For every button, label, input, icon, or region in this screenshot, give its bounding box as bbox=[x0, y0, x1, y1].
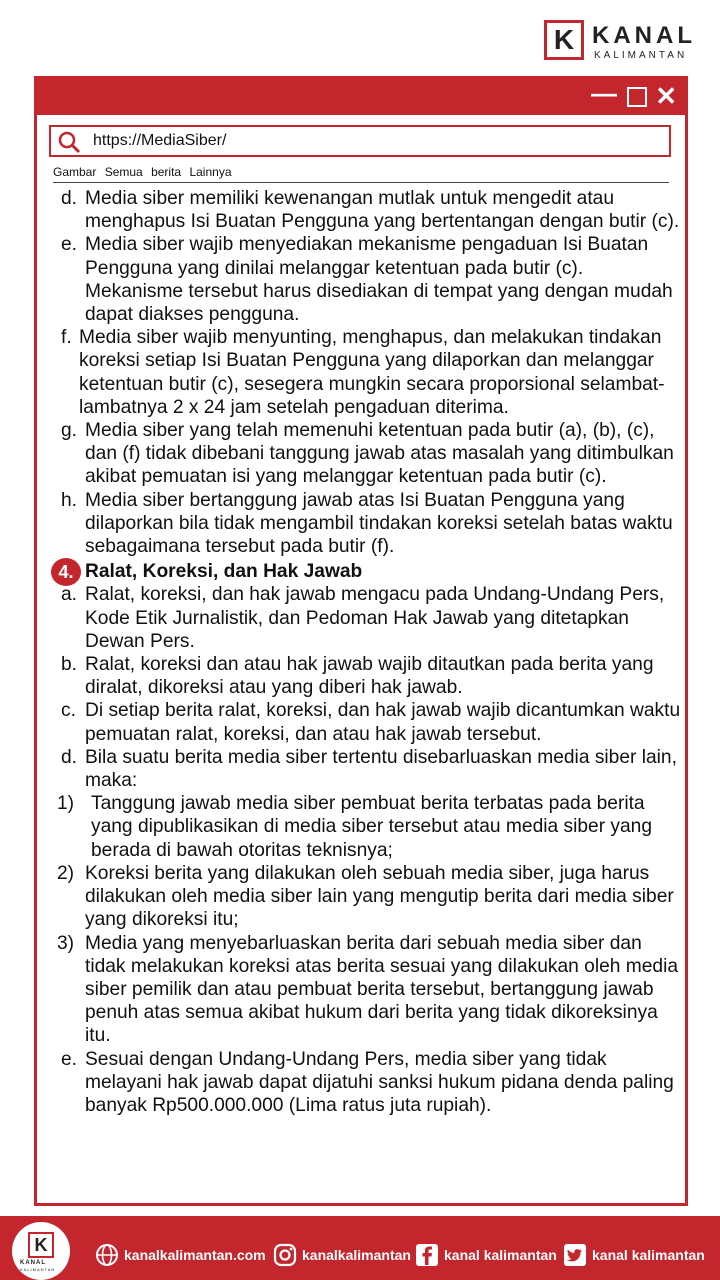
search-tabs bbox=[53, 165, 237, 179]
divider bbox=[53, 182, 669, 183]
close-icon[interactable]: ✕ bbox=[655, 81, 677, 111]
globe-icon bbox=[94, 1242, 120, 1268]
facebook-icon bbox=[414, 1242, 440, 1268]
footer-bar bbox=[0, 1216, 720, 1280]
list-item: c. Di setiap berita ralat, koreksi, dan hak jawab wajib dicantumkan waktu pemuatan ralat, koreksi, dan atau hak jawab tersebut. bbox=[61, 700, 681, 745]
brand-subtitle: KALIMANTAN bbox=[594, 50, 688, 61]
article-content bbox=[57, 187, 681, 1117]
browser-window bbox=[34, 76, 688, 1206]
url-text[interactable]: https://MediaSiber/ bbox=[93, 132, 227, 149]
list-item: b. Ralat, koreksi dan atau hak jawab wajib ditautkan pada berita yang diralat, dikoreksi atau yang diberi hak jawab. bbox=[61, 654, 654, 699]
list-item: e. Sesuai dengan Undang-Undang Pers, media siber yang tidak melayani hak jawab dapat dijatuhi sanksi hukum pidana denda paling banyak Rp500.000.000 (Lima ratus juta rupiah). bbox=[61, 1048, 674, 1116]
facebook-link[interactable]: kanal kalimantan bbox=[414, 1242, 557, 1268]
title-bar bbox=[37, 79, 685, 115]
sub-list-item: 2) Koreksi berita yang dilakukan oleh sebuah media siber, juga harus dilakukan oleh media siber lain yang mengutip berita dari media siber yang dikoreksi itu; bbox=[57, 862, 674, 931]
search-icon bbox=[57, 130, 81, 154]
section-title: Ralat, Koreksi, dan Hak Jawab bbox=[85, 561, 363, 583]
twitter-link[interactable]: kanal kalimantan bbox=[562, 1242, 705, 1268]
website-link[interactable]: kanalkalimantan.com bbox=[94, 1242, 266, 1268]
list-item: d. Bila suatu berita media siber tertentu disebarluaskan media siber lain, maka: bbox=[61, 746, 677, 792]
tab-gambar[interactable]: Gambar bbox=[53, 165, 97, 179]
footer-logo: K KANAL KALIMANTAN bbox=[12, 1222, 70, 1280]
list-item: g. Media siber yang telah memenuhi ketentuan pada butir (a), (b), (c), dan (f) tidak dibebani tanggung jawab atas masalah yang ditimbulkan akibat pemuatan isi yang melanggar ketentuan pada butir (c). bbox=[61, 420, 674, 488]
instagram-link[interactable]: kanalkalimantan bbox=[272, 1242, 411, 1268]
brand-logo bbox=[544, 20, 704, 64]
list-item: f. Media siber wajib menyunting, menghapus, dan melakukan tindakan koreksi setiap Isi Buatan Pengguna yang dilaporkan dan melanggar ketentuan butir (c), sesegera mungkin secara proporsional selambat-lambatnya 2 x 24 jam setelah pengaduan diterima. bbox=[61, 327, 665, 418]
brand-name: KANAL bbox=[592, 22, 696, 49]
list-item: e. Media siber wajib menyediakan mekanisme pengaduan Isi Buatan Pengguna yang dinilai melanggar ketentuan pada butir (c). Mekanisme tersebut harus disediakan di tempat yang dengan mudah dapat diakses pengguna. bbox=[61, 234, 673, 326]
sub-list-item: 1) Tanggung jawab media siber pembuat berita terbatas pada berita yang dipublikasikan di media siber tersebut atau media siber yang berada di bawah otoritas teknisnya; bbox=[57, 793, 653, 861]
sub-list-item: 3) Media yang menyebarluaskan berita dari sebuah media siber dan tidak melakukan koreksi atas berita sesuai yang dilakukan oleh media siber pemilik dan atau pembuat berita tersebut, bertanggung jawab penuh atas semua akibat hukum dari berita yang tidak dikoreksinya itu. bbox=[57, 932, 679, 1047]
tab-semua[interactable]: Semua bbox=[104, 165, 143, 179]
minimize-icon[interactable]: — bbox=[591, 78, 617, 108]
tab-berita[interactable]: berita bbox=[151, 165, 182, 179]
list-item: a. Ralat, koreksi, dan hak jawab mengacu pada Undang-Undang Pers, Kode Etik Jurnalistik, dan Pedoman Hak Jawab yang ditetapkan Dewan Pers. bbox=[61, 584, 665, 652]
maximize-icon[interactable] bbox=[627, 87, 647, 107]
tab-lainnya[interactable]: Lainnya bbox=[189, 165, 232, 179]
instagram-icon bbox=[272, 1242, 298, 1268]
list-item: d. Media siber memiliki kewenangan mutlak untuk mengedit atau menghapus Isi Buatan Pengguna yang bertentangan dengan butir (c). bbox=[61, 188, 680, 233]
brand-mark: K bbox=[544, 20, 584, 60]
section-heading bbox=[57, 560, 681, 583]
section-number-badge: 4. bbox=[51, 558, 81, 586]
twitter-icon bbox=[562, 1242, 588, 1268]
list-item: h. Media siber bertanggung jawab atas Isi Buatan Pengguna yang dilaporkan bila tidak mengambil tindakan koreksi setelah batas waktu sebagaimana tersebut pada butir (f). bbox=[61, 489, 673, 558]
address-bar[interactable] bbox=[49, 125, 671, 157]
